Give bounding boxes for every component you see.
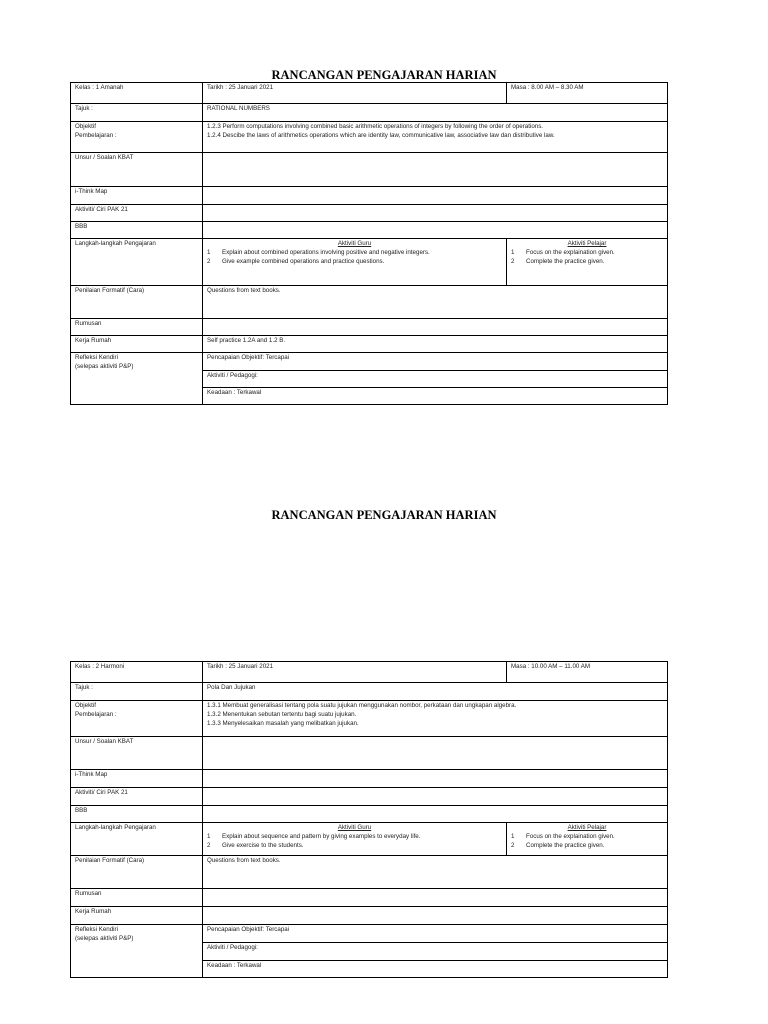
pedagogi-value: Aktiviti / Pedagogi: xyxy=(203,943,668,961)
plan-2-table xyxy=(70,661,668,978)
kerja-rumah-value xyxy=(203,907,668,925)
rumusan-label: Rumusan xyxy=(71,319,203,336)
item-text: Explain about sequence and pattern by giving examples to everyday life. xyxy=(222,832,421,840)
objektif-label-line-1: Objektif xyxy=(75,123,96,130)
item-text: Give example combined operations and practice questions. xyxy=(222,257,385,265)
aktiviti-guru-cell xyxy=(203,239,507,286)
objektif-label-line-2: Pembelajaran : xyxy=(75,131,117,139)
tajuk-label: Tajuk : xyxy=(71,683,203,701)
aktiviti-pelajar-header: Aktiviti Pelajar xyxy=(567,824,607,831)
bbb-value xyxy=(203,222,668,239)
aktiviti-pelajar-cell xyxy=(507,823,668,856)
refleksi-label xyxy=(71,925,203,978)
aktiviti-pak-value xyxy=(203,788,668,806)
objektif-label-line-2: Pembelajaran : xyxy=(75,710,117,718)
rumusan-label: Rumusan xyxy=(71,889,203,907)
guru-item xyxy=(207,833,502,842)
objektif-item: 1.2.3 Perform computations involving combined basic arithmetic operations of integers by following the order of operations. xyxy=(207,123,544,130)
langkah-label: Langkah-langkah Pengajaran xyxy=(71,823,203,856)
keadaan-value: Keadaan : Terkawal xyxy=(203,388,668,405)
item-number: 2 xyxy=(511,841,515,849)
pencapaian-value: Pencapaian Objektif: Tercapai xyxy=(203,925,668,943)
penilaian-value: Questions from text books. xyxy=(203,286,668,319)
pedagogi-value: Aktiviti / Pedagogi: xyxy=(203,371,668,388)
bbb-label: BBB xyxy=(71,806,203,823)
objektif-label xyxy=(71,122,203,153)
item-number: 2 xyxy=(207,257,211,265)
pelajar-item xyxy=(511,249,663,258)
ithink-value xyxy=(203,187,668,205)
pelajar-item xyxy=(511,258,663,267)
pelajar-item xyxy=(511,833,663,842)
unsur-label: Unsur / Soalan KBAT xyxy=(71,153,203,187)
item-number: 2 xyxy=(207,841,211,849)
refleksi-label-line-2: (selepas aktiviti P&P) xyxy=(75,934,134,942)
plan-1-table xyxy=(70,82,668,405)
unsur-label: Unsur / Soalan KBAT xyxy=(71,737,203,770)
item-text: Complete the practice given. xyxy=(526,841,605,849)
objektif-label xyxy=(71,701,203,737)
item-text: Focus on the explaination given. xyxy=(526,832,615,840)
aktiviti-pelajar-cell xyxy=(507,239,668,286)
plan-2-title: RANCANGAN PENGAJARAN HARIAN xyxy=(271,508,497,522)
masa-cell: Masa : 10.00 AM – 11.00 AM xyxy=(507,662,668,683)
guru-item xyxy=(207,258,502,267)
tarikh-cell: Tarikh : 25 Januari 2021 xyxy=(203,662,507,683)
plan-1-title: RANCANGAN PENGAJARAN HARIAN xyxy=(271,68,497,82)
pelajar-item xyxy=(511,842,663,851)
penilaian-label: Penilaian Formatif (Cara) xyxy=(71,856,203,889)
tajuk-label: Tajuk : xyxy=(71,104,203,122)
penilaian-value: Questions from text books. xyxy=(203,856,668,889)
objektif-item: 1.3.3 Menyelesaikan masalah yang melibatkan jujukan. xyxy=(207,719,359,727)
rumusan-value xyxy=(203,889,668,907)
keadaan-value: Keadaan : Terkawal xyxy=(203,961,668,978)
penilaian-label: Penilaian Formatif (Cara) xyxy=(71,286,203,319)
aktiviti-pak-label: Aktiviti/ Ciri PAK 21 xyxy=(71,205,203,222)
ithink-label: i-Think Map xyxy=(71,187,203,205)
ithink-value xyxy=(203,770,668,788)
item-text: Complete the practice given. xyxy=(526,257,605,265)
tajuk-value: Pola Dan Jujukan xyxy=(203,683,668,701)
refleksi-label-line-1: Refleksi Kendiri xyxy=(75,354,118,361)
item-number: 2 xyxy=(511,257,515,265)
item-number: 1 xyxy=(511,832,515,840)
guru-item xyxy=(207,842,502,851)
aktiviti-guru-cell xyxy=(203,823,507,856)
item-number: 1 xyxy=(207,832,211,840)
item-text: Focus on the explaination given. xyxy=(526,248,615,256)
tajuk-value: RATIONAL NUMBERS xyxy=(203,104,668,122)
pencapaian-value: Pencapaian Objektif: Tercapai xyxy=(203,353,668,371)
refleksi-label xyxy=(71,353,203,405)
aktiviti-guru-header: Aktiviti Guru xyxy=(337,824,372,831)
langkah-label: Langkah-langkah Pengajaran xyxy=(71,239,203,286)
unsur-value xyxy=(203,153,668,187)
item-text: Explain about combined operations involving positive and negative integers. xyxy=(222,248,430,256)
objektif-value xyxy=(203,122,668,153)
aktiviti-pelajar-header: Aktiviti Pelajar xyxy=(567,240,607,247)
kelas-cell: Kelas : 1 Amanah xyxy=(71,83,203,104)
aktiviti-guru-header: Aktiviti Guru xyxy=(337,240,372,247)
tarikh-cell: Tarikh : 25 Januari 2021 xyxy=(203,83,507,104)
kerja-rumah-label: Kerja Rumah xyxy=(71,907,203,925)
item-text: Give exercise to the students. xyxy=(222,841,304,849)
aktiviti-pak-value xyxy=(203,205,668,222)
objektif-item: 1.2.4 Descibe the laws of arithmetics operations which are identity law, communicative law, associative law dan distributive law. xyxy=(207,131,555,139)
masa-cell: Masa : 8.00 AM – 8.30 AM xyxy=(507,83,668,104)
kerja-rumah-label: Kerja Rumah xyxy=(71,336,203,353)
refleksi-label-line-2: (selepas aktiviti P&P) xyxy=(75,362,134,370)
item-number: 1 xyxy=(511,248,515,256)
kelas-cell: Kelas : 2 Harmoni xyxy=(71,662,203,683)
bbb-label: BBB xyxy=(71,222,203,239)
guru-item xyxy=(207,249,502,258)
objektif-value xyxy=(203,701,668,737)
refleksi-label-line-1: Refleksi Kendiri xyxy=(75,926,118,933)
rumusan-value xyxy=(203,319,668,336)
objektif-item: 1.3.1 Membuat generalisasi tentang pola suatu jujukan menggunakan nombor, perkataan dan ungkapan algebra. xyxy=(207,702,517,709)
item-number: 1 xyxy=(207,248,211,256)
unsur-value xyxy=(203,737,668,770)
kerja-rumah-value: Self practice 1.2A and 1.2 B. xyxy=(203,336,668,353)
ithink-label: i-Think Map xyxy=(71,770,203,788)
aktiviti-pak-label: Aktiviti/ Ciri PAK 21 xyxy=(71,788,203,806)
objektif-item: 1.3.2 Menentukan sebutan tertentu bagi suatu jujukan. xyxy=(207,710,357,718)
bbb-value xyxy=(203,806,668,823)
objektif-label-line-1: Objektif xyxy=(75,702,96,709)
